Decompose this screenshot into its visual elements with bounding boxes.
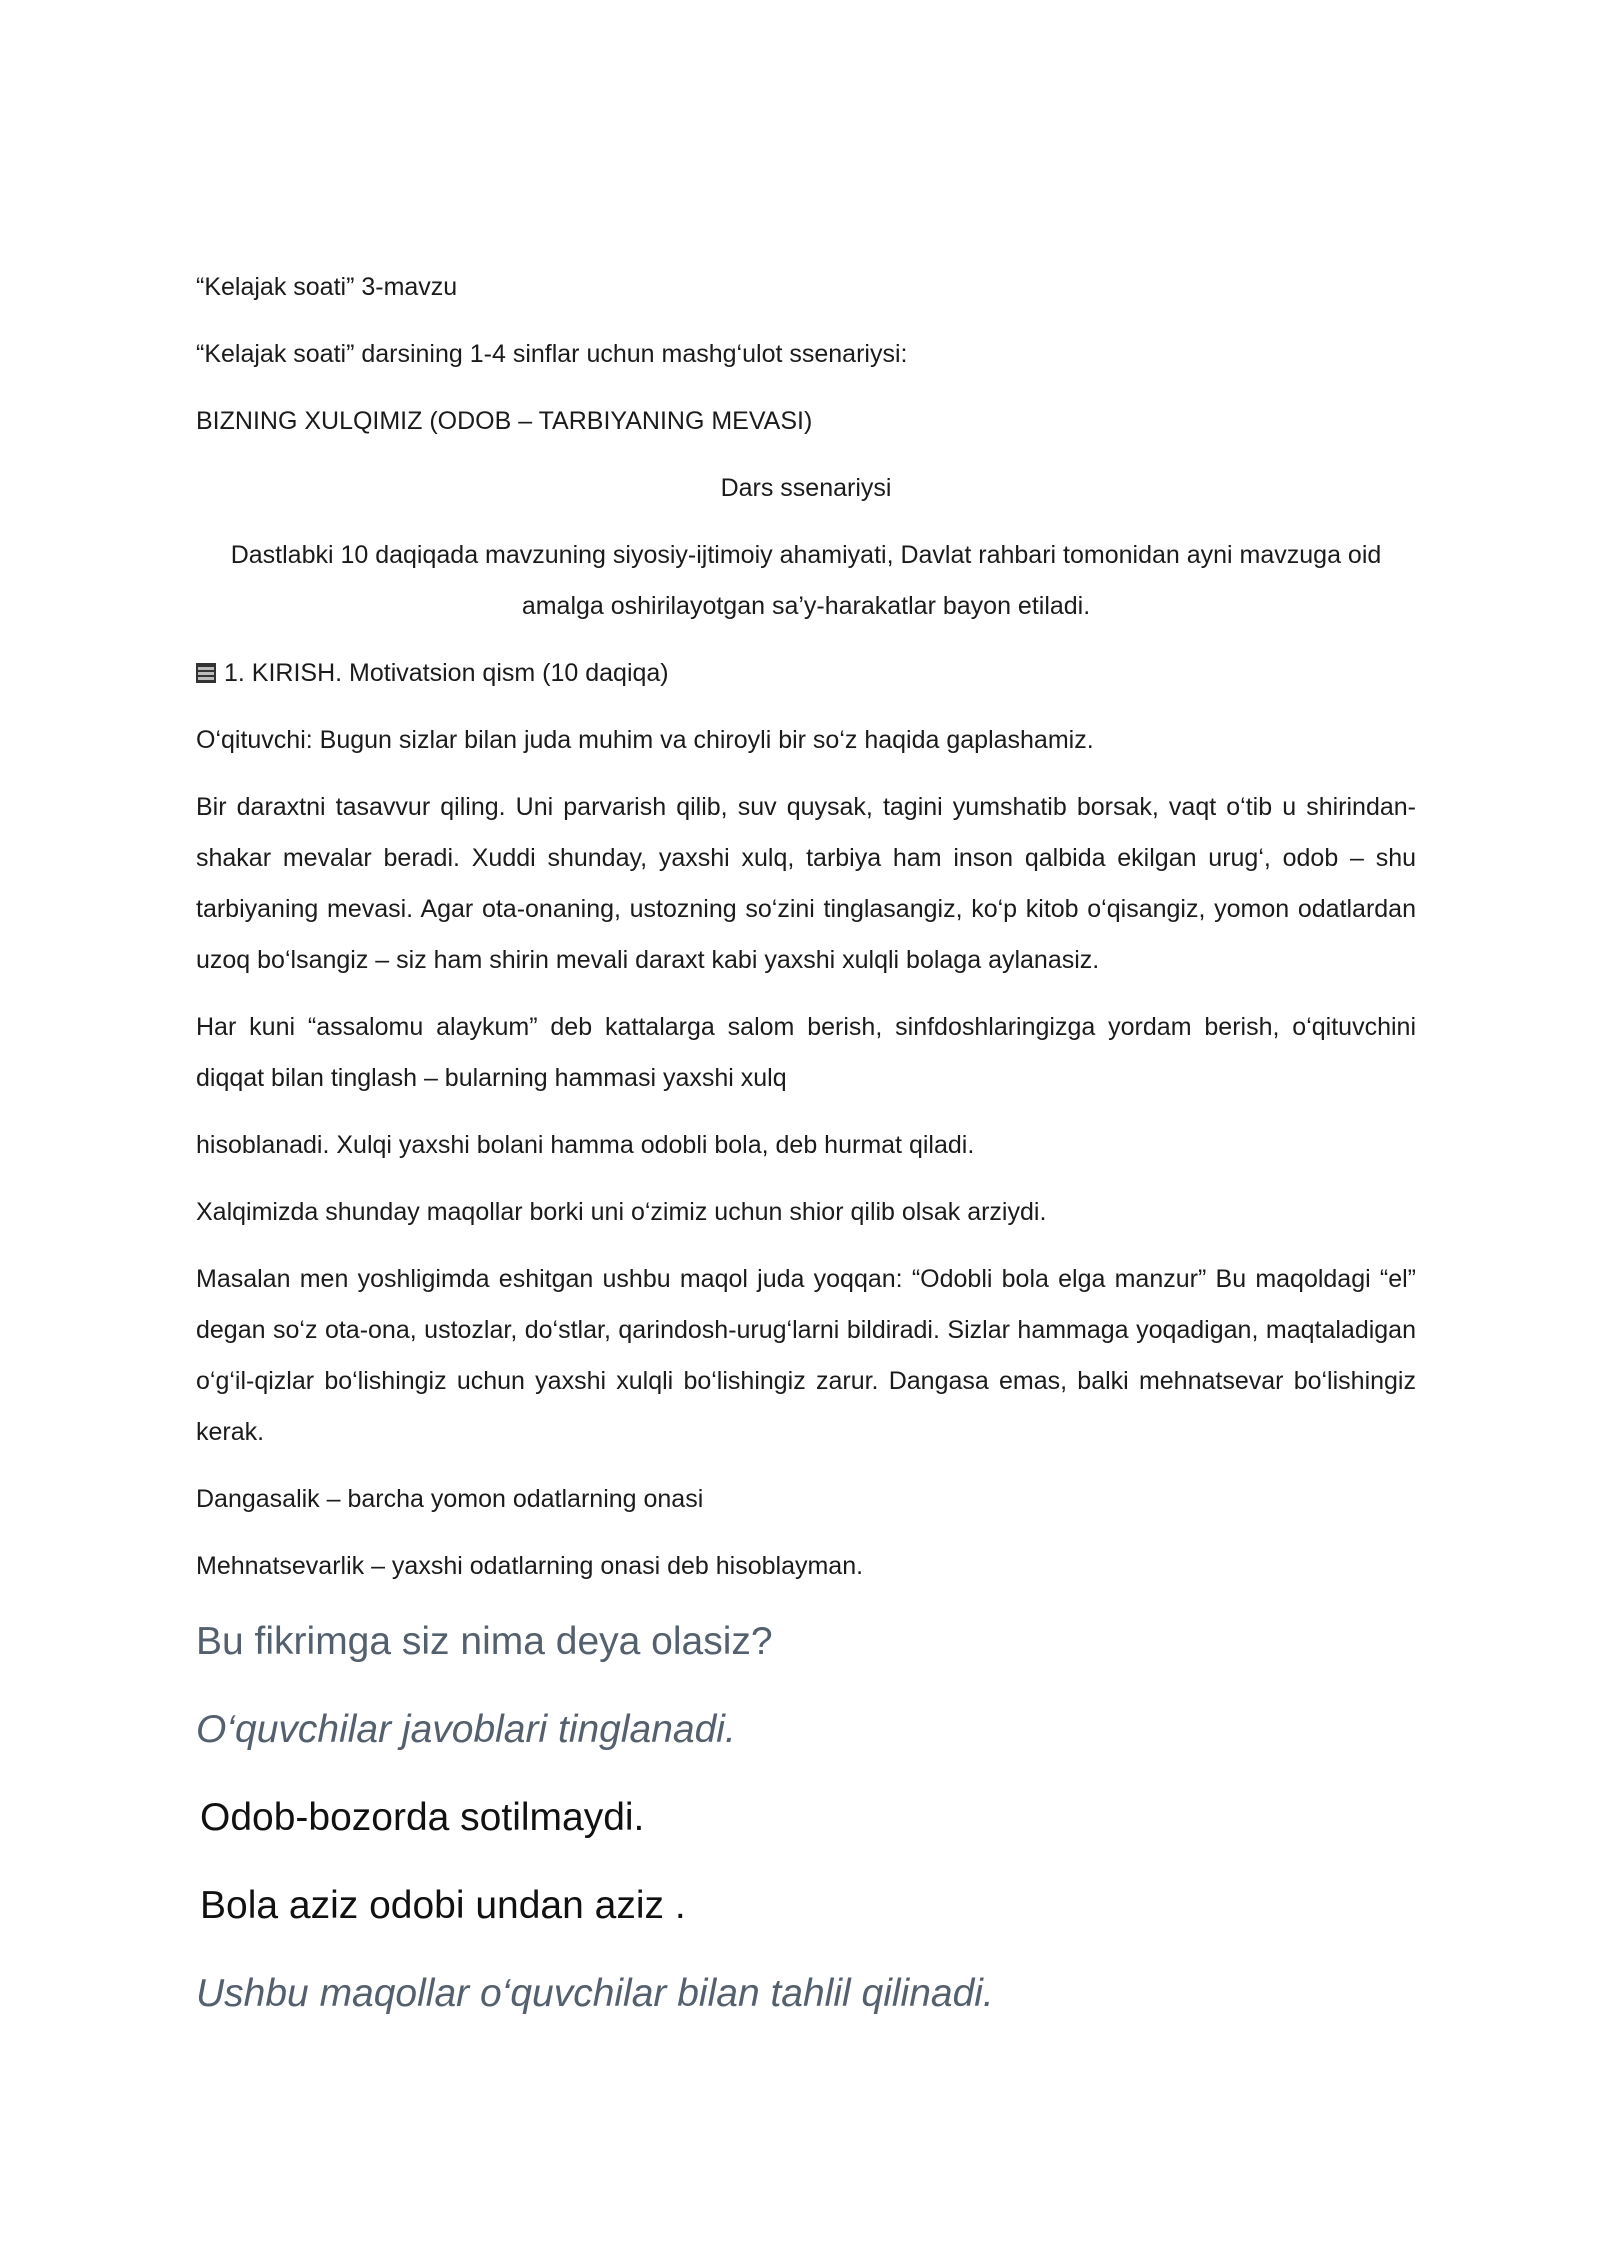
line-diligence: Mehnatsevarlik – yaxshi odatlarning onasi deb hisoblayman.	[196, 1552, 864, 1580]
table-icon	[196, 663, 216, 683]
lesson-heading: BIZNING XULQIMIZ (ODOB – TARBIYANING MEVASI)	[196, 407, 813, 435]
question-line: Bu fikrimga siz nima deya olasiz?	[196, 1620, 773, 1663]
section-heading: 1. KIRISH. Motivatsion qism (10 daqiqa)	[224, 659, 669, 687]
teacher-line: O‘qituvchi: Bugun sizlar bilan juda muhim va chiroyli bir so‘z haqida gaplashamiz.	[196, 726, 1094, 754]
lesson-subtitle: “Kelajak soati” darsining 1-4 sinflar uchun mashg‘ulot ssenariysi:	[196, 340, 908, 368]
topic-line: “Kelajak soati” 3-mavzu	[196, 273, 458, 301]
paragraph-proverbs: Xalqimizda shunday maqollar borki uni o‘zimiz uchun shior qilib olsak arziydi.	[196, 1198, 1047, 1226]
scenario-title: Dars ssenariysi	[720, 474, 892, 502]
proverb-2: Bola aziz odobi undan aziz .	[200, 1884, 686, 1927]
paragraph-daily: Har kuni “assalomu alaykum” deb kattalarga salom berish, sinfdoshlaringizga yordam berish, o‘qituvchini diqqat bilan tinglash – bularning hammasi yaxshi xulq	[196, 1013, 1416, 1092]
proverb-1: Odob-bozorda sotilmaydi.	[200, 1796, 645, 1839]
document-body	[196, 262, 1416, 2052]
answers-note: O‘quvchilar javoblari tinglanadi.	[196, 1708, 736, 1751]
paragraph-tree: Bir daraxtni tasavvur qiling. Uni parvarish qilib, suv quysak, tagini yumshatib borsak, vaqt o‘tib u shirindan-shakar mevalar beradi. Xuddi shunday, yaxshi xulq, tarbiya ham inson qalbida ekilgan urug‘, odob – shu tarbiyaning mevasi. Agar ota-onaning, ustozning so‘zini tinglasangiz, ko‘p kitob o‘qisangiz, yomon odatlardan uzoq bo‘lsangiz – siz ham shirin mevali daraxt kabi yaxshi xulqli bolaga aylanasiz.	[196, 793, 1416, 974]
line-laziness: Dangasalik – barcha yomon odatlarning onasi	[196, 1485, 704, 1513]
paragraph-respect: hisoblanadi. Xulqi yaxshi bolani hamma odobli bola, deb hurmat qiladi.	[196, 1131, 975, 1159]
intro-note: Dastlabki 10 daqiqada mavzuning siyosiy-ijtimoiy ahamiyati, Davlat rahbari tomonidan ayni mavzuga oid amalga oshirilayotgan sa’y-harakatlar bayon etiladi.	[230, 541, 1382, 620]
analysis-note: Ushbu maqollar o‘quvchilar bilan tahlil qilinadi.	[196, 1972, 994, 2015]
section-heading-row	[196, 648, 1416, 699]
paragraph-example: Masalan men yoshligimda eshitgan ushbu maqol juda yoqqan: “Odobli bola elga manzur” Bu maqoldagi “el” degan so‘z ota-ona, ustozlar, do‘stlar, qarindosh-urug‘larni bildiradi. Sizlar hammaga yoqadigan, maqtaladigan o‘g‘il-qizlar bo‘lishingiz uchun yaxshi xulqli bo‘lishingiz zarur. Dangasa emas, balki mehnatsevar bo‘lishingiz kerak.	[196, 1265, 1416, 1446]
